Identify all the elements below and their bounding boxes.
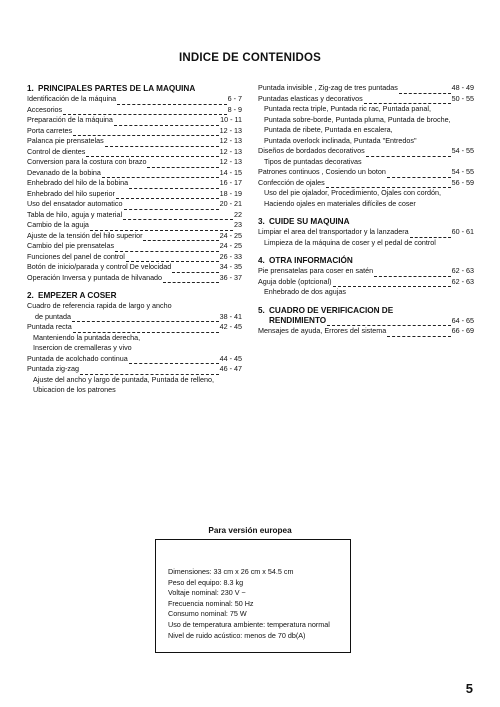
toc-entry-label: Puntada invisible , Zig-zag de tres puntadas (258, 83, 398, 92)
toc-entry-label: Accesorios (27, 104, 63, 114)
toc-entry-subtopics: Ubicacion de los patrones (33, 385, 116, 394)
toc-entry-pages: 16 - 17 (219, 178, 242, 187)
toc-entry-pages: 20 - 21 (219, 199, 242, 208)
section-number: 5. (258, 305, 265, 315)
toc-leader-dots (124, 202, 219, 210)
section-title-line2: RENDIMIENTO (269, 315, 327, 325)
toc-entry-label: Porta carretes (27, 125, 73, 135)
toc-entry-label: Puntada de acolchado continua (27, 353, 128, 363)
toc-entry (27, 252, 242, 263)
toc-entry (27, 354, 242, 365)
toc-leader-dots (410, 230, 451, 238)
toc-entry-pages: 54 - 55 (451, 167, 474, 176)
specifications-box (155, 539, 351, 653)
toc-entry (27, 126, 242, 137)
toc-entry-pages: 66 - 69 (451, 326, 474, 335)
toc-entry-label: Puntadas elasticas y decorativos (258, 93, 363, 103)
toc-leader-dots (366, 149, 451, 157)
toc-entry-label: Devanado de la bobina (27, 167, 101, 177)
toc-entry (258, 178, 474, 189)
toc-entry-subtopics: Puntada de ribete, Puntada en escalera, (264, 125, 393, 134)
toc-entry (258, 83, 474, 94)
toc-entry-pages: 23 (234, 220, 242, 229)
toc-entry-subtopics: Ajuste del ancho y largo de puntada, Puntada de relleno, (33, 374, 215, 384)
toc-entry (258, 266, 474, 277)
section-title: CUIDE SU MAQUINA (269, 217, 350, 226)
toc-leader-dots (327, 319, 450, 327)
toc-entry-pages: 56 - 59 (451, 177, 474, 187)
toc-entry (27, 168, 242, 179)
spec-line: Dimensiones: 33 cm x 26 cm x 54.5 cm (168, 567, 294, 576)
toc-leader-dots (116, 192, 219, 200)
toc-entry-label: de puntada (35, 311, 71, 321)
toc-entry-pages: 26 - 33 (219, 251, 242, 261)
toc-entry-pages: 48 - 49 (451, 83, 474, 92)
spec-line: Frecuencia nominal: 50 Hz (168, 598, 254, 608)
toc-entry-label: Mensajes de ayuda, Errores del sistema (258, 326, 387, 335)
toc-entry-label: Botón de inicio/parada y control De velocidad (27, 262, 172, 271)
toc-entry (27, 220, 242, 231)
toc-entry-pages: 62 - 63 (451, 266, 474, 275)
toc-leader-dots (117, 97, 227, 105)
toc-entry-label: Ajuste de la tensión del hilo superior (27, 230, 143, 240)
toc-leader-dots (126, 255, 219, 263)
toc-entry-pages: 12 - 13 (219, 136, 242, 145)
toc-leader-dots (143, 234, 218, 242)
toc-entry-pages: 54 - 55 (451, 146, 474, 155)
toc-entry-pages: 8 - 9 (227, 104, 242, 114)
toc-entry-pages: 12 - 13 (219, 146, 242, 156)
toc-entry-subtopics: Tipos de puntadas decorativas (264, 156, 362, 166)
toc-entry (27, 273, 242, 284)
toc-entry (258, 227, 474, 238)
toc-entry (258, 277, 474, 288)
toc-entry (258, 167, 474, 178)
toc-leader-dots (102, 171, 219, 179)
toc-leader-dots (73, 325, 219, 333)
toc-entry-subtopics: Puntada recta triple, Puntada ric rac, Puntada panal, (264, 104, 432, 113)
toc-entry-label: Puntada zig-zag (27, 364, 79, 373)
toc-entry (27, 210, 242, 221)
toc-entry-label: Diseños de bordados decorativos (258, 146, 365, 155)
section-title: EMPEZER A COSER (38, 291, 117, 300)
toc-entry-label: Funciones del panel de control (27, 251, 125, 261)
toc-entry-subtopics: Haciendo ojales en materiales difíciles de coser (264, 198, 416, 208)
toc-entry-pages: 36 - 37 (219, 272, 242, 282)
toc-entry-pages: 22 (234, 209, 242, 219)
toc-entry (27, 105, 242, 116)
toc-leader-dots (73, 129, 218, 137)
toc-entry-label: Control de dientes (27, 146, 86, 156)
toc-entry-label: Cambio del pie prensatelas (27, 241, 115, 250)
toc-entry (27, 147, 242, 158)
toc-entry (27, 189, 242, 200)
toc-left-column (27, 83, 242, 396)
toc-entry-label: Enhebrado del hilo superior (27, 188, 115, 198)
toc-entry-subtopics: Enhebrado de dos agujas (264, 287, 346, 296)
toc-leader-dots (86, 150, 218, 158)
section-heading (258, 255, 474, 266)
toc-entry-pages: 46 - 47 (219, 364, 242, 373)
toc-entry-pages: 34 - 35 (219, 262, 242, 271)
section-title: PRINCIPALES PARTES DE LA MAQUINA (38, 84, 196, 93)
spec-line: Consumo nominal: 75 W (168, 609, 247, 619)
section-heading-continuation (258, 316, 474, 327)
toc-leader-dots (115, 244, 219, 252)
toc-entry-subtopics: Limpieza de la máquina de coser y el pedal de control (264, 237, 436, 247)
toc-entry-pages: 62 - 63 (451, 276, 474, 286)
toc-entry-subtopics: Insercion de cremalleras y vivo (33, 343, 132, 352)
toc-entry-subtopics: Puntada overlock inclinada, Puntada "Entredos" (264, 135, 417, 145)
toc-entry-pages: 42 - 45 (219, 322, 242, 331)
toc-leader-dots (364, 97, 451, 105)
toc-right-column (258, 83, 474, 337)
toc-leader-dots (399, 86, 451, 94)
toc-entry (27, 94, 242, 105)
toc-leader-dots (163, 276, 219, 284)
toc-entry-label: Conversion para la costura con brazo (27, 157, 147, 166)
toc-entry-pages: 12 - 13 (219, 157, 242, 166)
toc-entry (27, 301, 242, 312)
section-heading (27, 83, 242, 94)
toc-entry-pages: 12 - 13 (219, 125, 242, 135)
spec-line: Peso del equipo: 8.3 kg (168, 577, 244, 587)
toc-entry (27, 262, 242, 273)
toc-leader-dots (147, 160, 218, 168)
toc-leader-dots (387, 170, 451, 178)
toc-entry-label: Limpiar el area del transportador y la lanzadera (258, 227, 409, 236)
toc-entry-label: Enhebrado del hilo de la bobina (27, 178, 129, 187)
toc-entry-label: Aguja doble (optcional) (258, 276, 332, 286)
toc-leader-dots (129, 181, 219, 189)
section-number: 2. (27, 291, 34, 300)
toc-entry (258, 326, 474, 337)
toc-entry (27, 364, 242, 375)
toc-entry-label: Puntada recta (27, 322, 72, 331)
toc-entry-subtopics: Uso del pie ojalador, Procedimiento, Ojales con cordón, (264, 188, 441, 197)
toc-leader-dots (387, 329, 450, 337)
toc-entry-label: Operación Inversa y puntada de hilvanado (27, 272, 163, 282)
toc-entry-pages: 14 - 15 (219, 167, 242, 177)
toc-entry-label: Cambio de la aguja (27, 220, 89, 229)
toc-entry-pages: 6 - 7 (227, 94, 242, 103)
toc-entry-label: Tabla de hilo, aguja y material (27, 209, 123, 219)
toc-leader-dots (172, 265, 218, 273)
toc-entry-label: Identificación de la máquina (27, 94, 117, 103)
section-heading (258, 305, 474, 316)
page-title: INDICE DE CONTENIDOS (178, 52, 321, 64)
toc-entry-pages: 50 - 55 (451, 93, 474, 103)
toc-entry-label: Palanca pie prensatelas (27, 136, 104, 145)
toc-leader-dots (123, 213, 233, 221)
spec-line: Uso de temperatura ambiente: temperatura normal (168, 619, 330, 629)
page-number: 5 (465, 681, 473, 696)
toc-leader-dots (129, 357, 219, 365)
toc-entry-label: Cuadro de referencia rapida de largo y ancho (27, 301, 172, 310)
toc-entry (27, 241, 242, 252)
toc-leader-dots (114, 118, 219, 126)
toc-leader-dots (333, 280, 451, 288)
toc-entry (27, 136, 242, 147)
toc-entry (27, 322, 242, 333)
section-title: OTRA INFORMACIÓN (269, 256, 353, 265)
toc-leader-dots (63, 108, 226, 116)
toc-entry (27, 312, 242, 323)
toc-entry-subtopics: Puntada sobre-borde, Puntada pluma, Puntada de broche, (264, 114, 451, 124)
toc-entry-pages: 60 - 61 (451, 227, 474, 236)
toc-entry-pages: 24 - 25 (219, 241, 242, 250)
toc-entry-pages: 38 - 41 (219, 311, 242, 321)
toc-entry-label: Confección de ojales (258, 177, 325, 187)
toc-entry-pages: 24 - 25 (219, 230, 242, 240)
toc-entry-label: Preparación de la máquina (27, 115, 113, 124)
toc-entry (258, 94, 474, 105)
spec-line: Nivel de ruido acústico: menos de 70 db(A) (168, 630, 306, 640)
toc-entry-pages: 44 - 45 (219, 353, 242, 363)
section-heading (27, 290, 242, 301)
toc-leader-dots (105, 139, 219, 147)
toc-entry (27, 231, 242, 242)
toc-entry-subtopics: Manteniendo la puntada derecha, (33, 332, 141, 342)
toc-entry (258, 146, 474, 157)
section-number: 1. (27, 84, 34, 93)
toc-entry-pages: 10 - 11 (220, 115, 242, 124)
toc-leader-dots (80, 367, 219, 375)
european-version-title: Para versión europea (208, 526, 292, 535)
toc-entry-label: Pie prensatelas para coser en satén (258, 266, 374, 275)
toc-entry (27, 199, 242, 210)
toc-entry (27, 178, 242, 189)
section-heading (258, 216, 474, 227)
spec-line: Voltaje nominal: 230 V ~ (168, 588, 246, 598)
toc-entry-pages: 18 - 19 (219, 188, 242, 198)
section-title: CUADRO DE VERIFICACION DE (269, 305, 394, 315)
toc-entry-label: Uso del ensatador automatico (27, 199, 123, 208)
toc-leader-dots (374, 269, 451, 277)
section-number: 3. (258, 217, 265, 226)
toc-leader-dots (90, 223, 233, 231)
toc-entry (27, 157, 242, 168)
toc-entry-label: Patrones continuos , Cosiendo un boton (258, 167, 386, 176)
toc-leader-dots (72, 315, 219, 323)
toc-leader-dots (326, 181, 451, 189)
toc-entry (27, 115, 242, 126)
toc-entry-pages: 64 - 65 (451, 315, 474, 325)
section-number: 4. (258, 256, 265, 265)
